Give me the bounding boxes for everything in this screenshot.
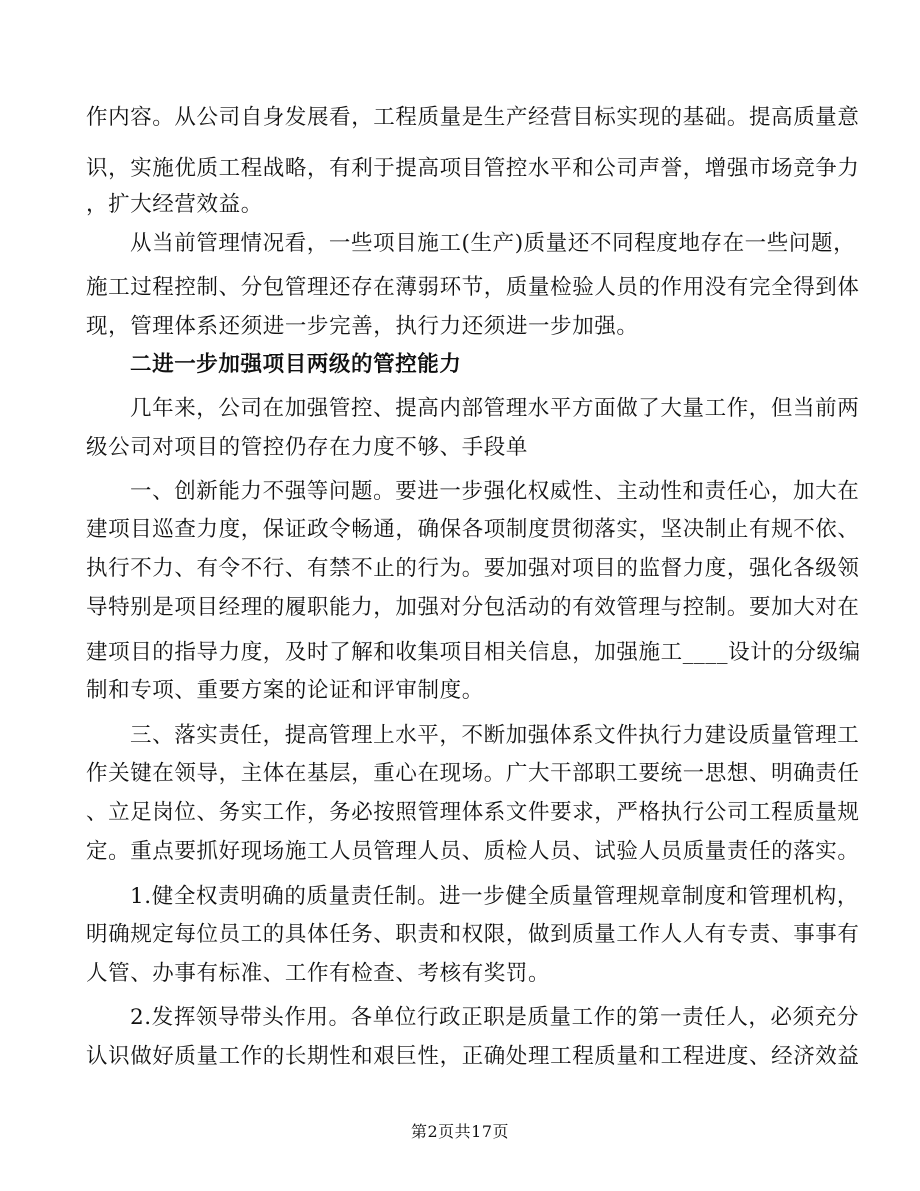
text-line: ，扩大经营效益。 bbox=[86, 192, 263, 217]
text-line: 明确规定每位员工的具体任务、职责和权限，做到质量工作人人有专责、事事有 bbox=[86, 922, 860, 947]
text-line: 建项目巡查力度，保证政令畅通，确保各项制度贯彻落实，坚决制止有规不依、 bbox=[86, 517, 860, 542]
text-line: 作内容。从公司自身发展看，工程质量是生产经营目标实现的基础。提高质量意 bbox=[86, 105, 860, 130]
text-line: 人管、办事有标准、工作有检查、考核有奖罚。 bbox=[86, 961, 551, 986]
section-heading: 二进一步加强项目两级的管控能力 bbox=[130, 352, 462, 377]
text-line: 建项目的指导力度，及时了解和收集项目相关信息，加强施工____设计的分级编 bbox=[86, 640, 861, 665]
text-line: 作关键在领导，主体在基层，重心在现场。广大干部职工要统一思想、明确责任 bbox=[86, 761, 860, 786]
text-line: 认识做好质量工作的长期性和艰巨性，正确处理工程质量和工程进度、经济效益 bbox=[86, 1044, 860, 1069]
text-line: 执行不力、有令不行、有禁不止的行为。要加强对项目的监督力度，强化各级领 bbox=[86, 556, 860, 581]
text-line: 制和专项、重要方案的论证和评审制度。 bbox=[86, 678, 484, 703]
text-line: 三、落实责任，提高管理上水平，不断加强体系文件执行力建设质量管理工 bbox=[130, 723, 860, 748]
list-item: 1.健全权责明确的质量责任制。进一步健全质量管理规章制度和管理机构， bbox=[130, 884, 859, 909]
text-line: 、立足岗位、务实工作，务必按照管理体系文件要求，严格执行公司工程质量规 bbox=[86, 800, 860, 825]
list-item: 2.发挥领导带头作用。各单位行政正职是质量工作的第一责任人，必须充分 bbox=[130, 1005, 859, 1030]
text-line: 现，管理体系还须进一步完善，执行力还须进一步加强。 bbox=[86, 314, 639, 339]
text-line: 级公司对项目的管控仍存在力度不够、手段单 bbox=[86, 435, 529, 460]
text-line: 施工过程控制、分包管理还存在薄弱环节，质量检验人员的作用没有完全得到体 bbox=[86, 275, 860, 300]
text-line: 识，实施优质工程战略，有利于提高项目管控水平和公司声誉，增强市场竞争力 bbox=[86, 156, 860, 181]
text-line: 导特别是项目经理的履职能力，加强对分包活动的有效管理与控制。要加大对在 bbox=[86, 595, 860, 620]
text-line: 从当前管理情况看，一些项目施工(生产)质量还不同程度地存在一些问题， bbox=[130, 231, 856, 256]
text-line: 几年来，公司在加强管控、提高内部管理水平方面做了大量工作，但当前两 bbox=[130, 396, 860, 421]
page-number: 第2页共17页 bbox=[410, 1122, 510, 1141]
text-line: 定。重点要抓好现场施工人员管理人员、质检人员、试验人员质量责任的落实。 bbox=[86, 839, 860, 864]
text-line: 一、创新能力不强等问题。要进一步强化权威性、主动性和责任心，加大在 bbox=[130, 479, 860, 504]
